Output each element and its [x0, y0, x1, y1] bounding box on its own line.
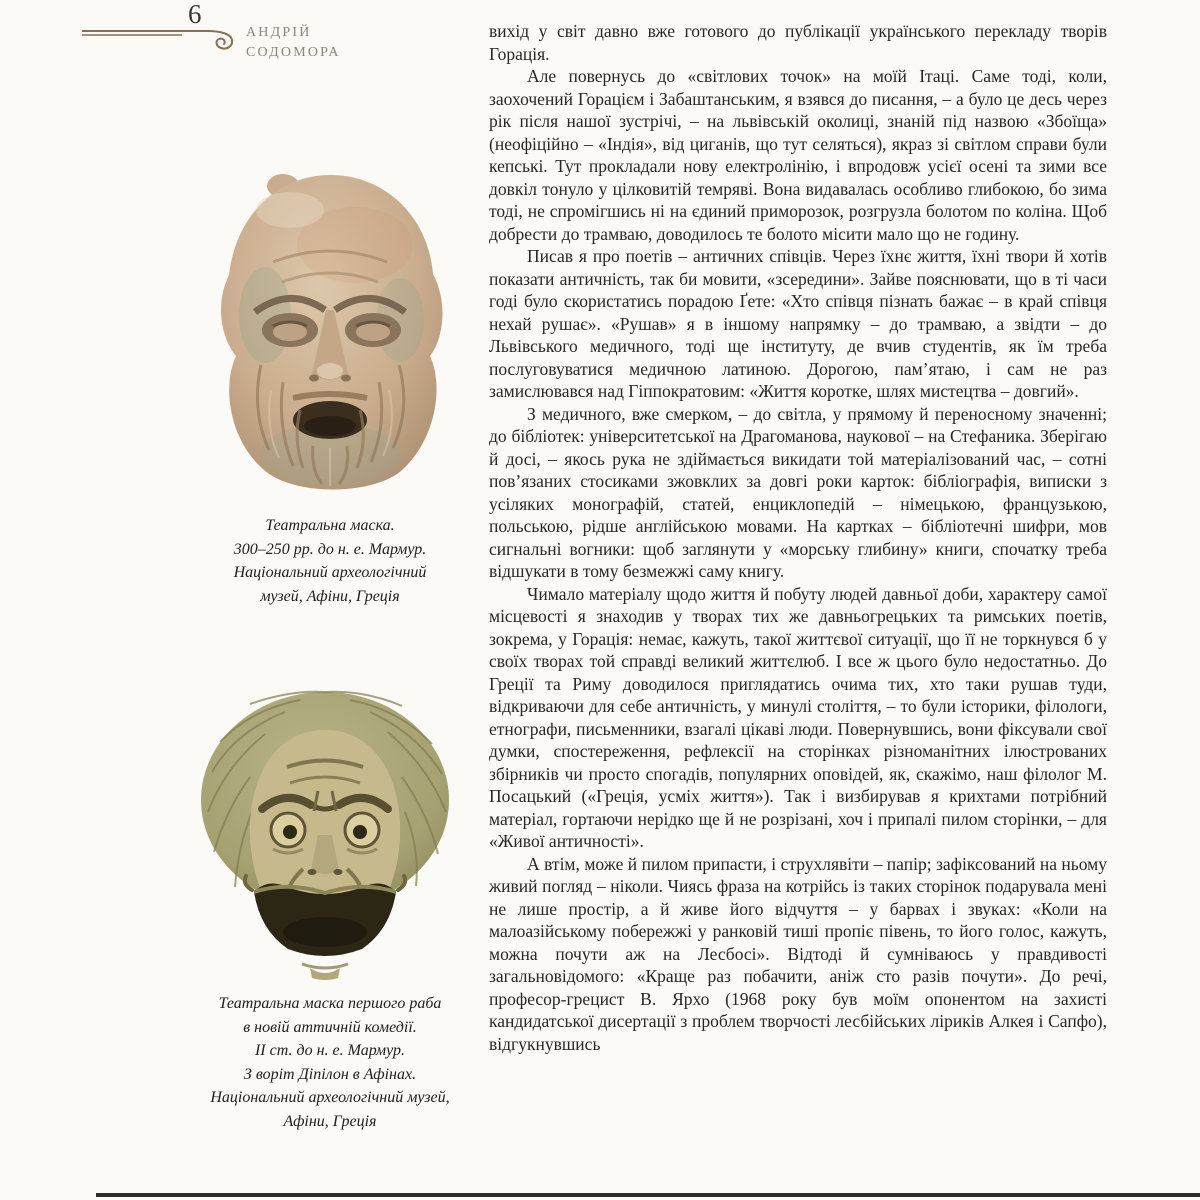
tragic-mask-photo — [195, 150, 465, 508]
page-bottom-edge-rule — [96, 1193, 1200, 1197]
caption-line: ІІ ст. до н. е. Мармур. — [254, 1042, 406, 1059]
caption-line: Національний археологічний музей, — [210, 1089, 450, 1106]
header-rule-top — [82, 30, 209, 32]
caption-line: музей, Афіни, Греція — [260, 587, 400, 605]
page-number: 6 — [188, 0, 202, 29]
running-head-author — [246, 23, 341, 63]
figure-tragic-mask-caption — [180, 514, 480, 608]
caption-line: Театральна маска. — [265, 517, 395, 534]
caption-line: Театральна маска першого раба — [218, 995, 442, 1012]
figure-comic-mask-caption — [160, 992, 500, 1133]
figure-comic-mask — [160, 672, 500, 1133]
body-paragraph: Чимало матеріалу щодо життя й побуту людей давньої доби, характеру самої місцевості я знаходив у творах тих же давньогрецьких та римських поетів, зокрема, у Горація: немає, кажуть, такої життєвої ситуації, що її не торкнувся б у своїх творах той справді великий життєлюб. І все ж цього було недостатньо. До Греції та Риму доводилося приглядатись очима тих, хто таки рушав туди, відкриваючи для себе античність, у минулі століття, – то були історики, філологи, етнографи, письменники, взагалі цікаві люди. Повернувшись, вони фіксували свої думки, спостереження, рефлексії на сторінках різноманітних ілюстрованих збірників чи просто спогадів, популярних оповідей, як, скажімо, наш філолог М. Посацький («Греція, усміх життя»). Так і визбирував я крихтами потрібний матеріал, гортаючи нерідко ще й не розрізані, хоч і припалі пилом сторінки, – для «Живої античності». — [489, 583, 1107, 851]
body-text-column — [489, 20, 1107, 1055]
caption-line: З воріт Діпілон в Афінах. — [243, 1065, 417, 1083]
body-paragraph: А втім, може й пилом припасти, і струхлявіти – папір; зафіксований на ньому живий погляд – ніколи. Чиясь фраза на котрійсь із таких сторінок подарувала мені не лише простір, а й живе його відчуття – у барвах і звуках: «Коли на малоазійському побережжі у ранковій тиші пропіє півень, то його голос, кажуть, можна почути аж на Лесбосі». Відтоді й сумніваюсь у правдивості загальновідомого: «Краще раз побачити, аніж сто разів почути». До речі, професор-грецист В. Ярхо (1968 року був моїм опонентом на захисті кандидатської дисертації з проблем творчості лесбійських ліриків Алкея і Сапфо), відгукнувшись — [489, 853, 1107, 1054]
caption-line: Національний археологічний — [233, 564, 427, 581]
body-paragraph: вихід у світ давно вже готового до публікації українського перекладу творів Горація. — [489, 21, 1107, 64]
caption-line: 300–250 рр. до н. е. Мармур. — [233, 540, 427, 558]
header-rule-bottom — [82, 34, 182, 36]
running-head-author-last: СОДОМОРА — [246, 45, 341, 60]
figure-tragic-mask — [180, 150, 480, 608]
body-paragraph: З медичного, вже смерком, – до світла, у прямому й переносному значенні; до бібліотек: університетської на Драгоманова, наукової – на Стефаника. Зберігаю й досі, – якось рука не здіймається викидати той матеріалізований час, – сотні пов’язаних стосиками зжовклих за довгі роки карток: бібліографія, виписки з усіляких монографій, статей, енциклопедій – німецькою, французькою, польською, рідше англійською мовами. На картках – бібліотечні шифри, мов сигнальні вогники: щоб заглянути у «морську глибину» книги, спочатку треба відшукати в тому безмежжі саму книгу. — [489, 403, 1107, 581]
caption-line: в новій аттичній комедії. — [243, 1018, 417, 1036]
comic-mask-photo — [190, 672, 470, 980]
caption-line: Афіни, Греція — [283, 1112, 377, 1130]
body-paragraph: Але повернусь до «світлових точок» на моїй Ітаці. Саме тоді, коли, заохочений Горацієм і Забаштанським, я взявся до писання, – а було це десь через рік після нашої зустрічі, – на львівській околиці, знаній під назвою «Збоїща» (неофіційно – «Індія», від циганів, що тут селяться), якраз зі світлом справи були кепські. Тут прокладали нову електролінію, і впродовж усієї осені та зими все довкіл тонуло у цілковитій темряві. Вона видавалась особливо глибокою, бо зима тоді, не спромігшись ні на єдиний приморозок, розгрузла болотом по коліна. Щоб добрести до трамваю, доводилось те болото місити мало що не годину. — [489, 66, 1107, 244]
body-paragraph: Писав я про поетів – античних співців. Через їхнє життя, їхні твори й хотів показати античність, так би мовити, «зсередини». Зайве пояснювати, що в ті часи годі було скористатись порадою Ґете: «Хто співця пізнать бажає – в край співця нехай рушає». «Рушав» я в іншому напрямку – до трамваю, а звідти – до Львівського медичного, тоді ще інституту, де вчив студентів, як їм треба послуговуватися медичною латиною. Дорогою, пам’ятаю, і сам не раз замислювався над Гіппократовим: «Життя коротке, шлях мистецтва – довгий». — [489, 246, 1107, 401]
running-head-author-first: АНДРІЙ — [246, 25, 312, 40]
header-flourish-curl-icon — [207, 24, 243, 54]
